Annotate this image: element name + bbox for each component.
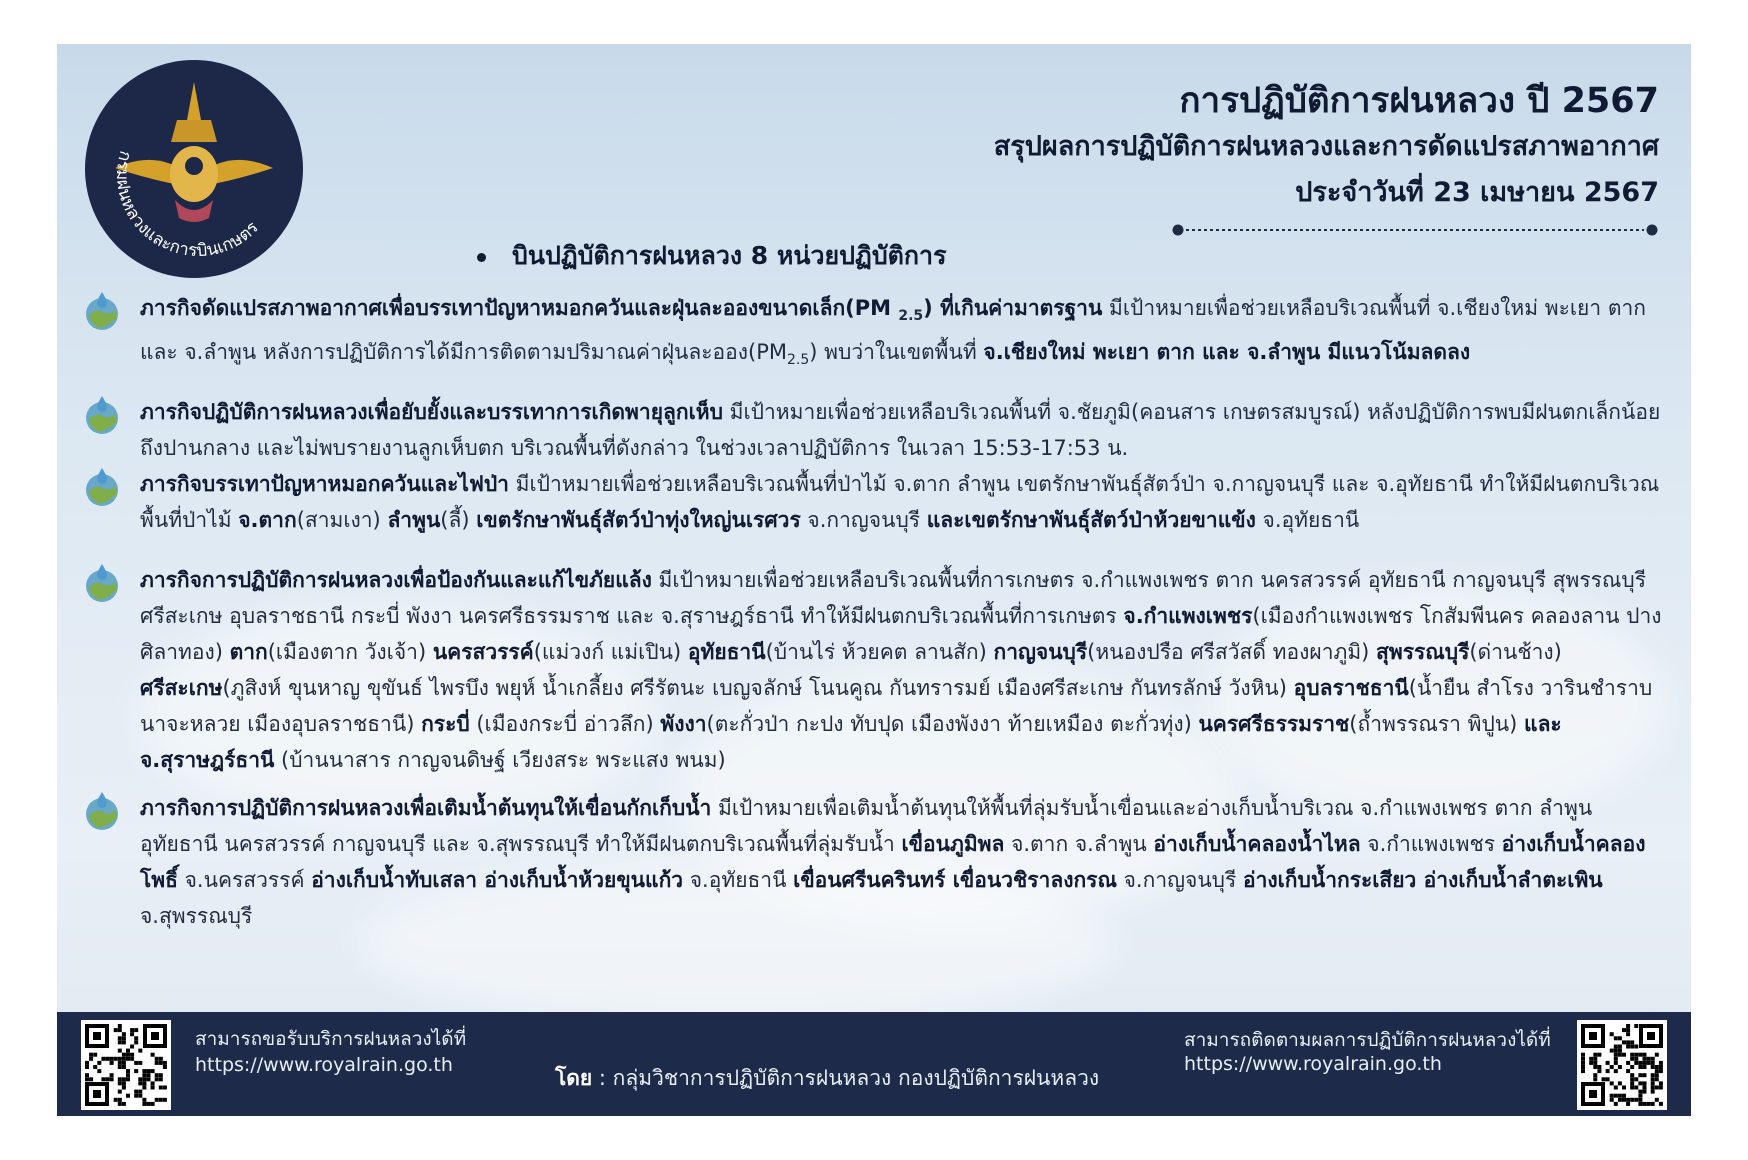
mission-emphasis: กาญจนบุรี: [993, 640, 1088, 664]
footer-credit-text: : กลุ่มวิชาการปฏิบัติการฝนหลวง กองปฏิบัติการฝนหลวง: [592, 1066, 1100, 1090]
footer-right-text: สามารถติดตามผลการปฏิบัติการฝนหลวงได้ที่: [1184, 1029, 1551, 1051]
mission-text: มีเป้าหมายเพื่อเติมน้ำต้นทุนให้พื้นที่ลุ่มรับน้ำเขื่อนและอ่างเก็บน้ำบริเวณ จ.กำแพงเพชร ตาก ลำพูน อุทัยธานี นครสวรรค์ กาญจนบุรี และ จ.สุพรรณบุรี ทำให้มีฝนตกบริเวณพื้นที่ลุ่มรับน้ำ: [140, 796, 1593, 856]
mission-emphasis: เขตรักษาพันธุ์สัตว์ป่าทุ่งใหญ่นเรศวร: [476, 508, 801, 532]
footer-right-url[interactable]: https://www.royalrain.go.th: [1184, 1053, 1442, 1075]
logo-emblem-icon: [85, 60, 303, 278]
mission-text: จ.อุทัยธานี: [1255, 508, 1360, 532]
qr-code-icon: [1577, 1020, 1667, 1110]
mission-emphasis: ) ที่เกินค่ามาตรฐาน: [923, 296, 1103, 320]
footer-credit: [555, 1062, 1099, 1095]
mission-emphasis: 2.5: [898, 308, 924, 325]
mission-text: 2.5: [787, 352, 810, 369]
bullet-icon: [477, 253, 486, 262]
mission-text: จ.กาญจนบุรี: [1116, 868, 1243, 892]
mission-emphasis: สุพรรณบุรี: [1376, 640, 1470, 664]
department-logo: [85, 60, 303, 278]
qr-code-icon: [81, 1020, 171, 1110]
mission-text: (ลี้): [440, 508, 477, 532]
globe-icon: [81, 290, 123, 332]
mission-emphasis: ตาก: [229, 640, 268, 664]
mission-text: (ถ้ำพรรณรา พิปูน): [1349, 712, 1525, 736]
mission-item: [81, 790, 1671, 934]
footer-left-text: สามารถขอรับบริการฝนหลวงได้ที่: [195, 1028, 467, 1050]
mission-text: (แม่วงก์ แม่เปิน): [533, 640, 688, 664]
mission-emphasis: และเขตรักษาพันธุ์สัตว์ป่าห้วยขาแข้ง: [926, 508, 1256, 532]
infographic-card: [57, 44, 1691, 1116]
mission-text: (เมืองตาก วังเจ้า): [267, 640, 433, 664]
mission-text: (น้ำยืน สำโรง วารินชำราบ นาจะหลวย เมืองอุบลราชธานี): [140, 676, 1653, 736]
mission-emphasis: ภารกิจการปฏิบัติการฝนหลวงเพื่อป้องกันและแก้ไขภัยแล้ง: [140, 568, 652, 592]
mission-text: มีเป้าหมายเพื่อช่วยเหลือบริเวณพื้นที่ จ.เชียงใหม่ พะเยา ตาก และ จ.ลำพูน หลังการปฏิบัติการได้มีการติดตามปริมาณค่าฝุ่นละออง(PM: [140, 296, 1646, 365]
mission-text: จ.กาญจนบุรี: [800, 508, 927, 532]
mission-emphasis: อ่างเก็บน้ำทับเสลา อ่างเก็บน้ำห้วยขุนแก้ว: [311, 868, 684, 892]
mission-emphasis: จ.กำแพงเพชร: [1123, 604, 1253, 628]
mission-text: จ.อุทัยธานี: [683, 868, 794, 892]
headline: [477, 236, 947, 276]
page-title: การปฏิบัติการฝนหลวง ปี 2567: [1179, 81, 1659, 121]
mission-text: มีเป้าหมายเพื่อช่วยเหลือบริเวณพื้นที่ จ.ชัยภูมิ(คอนสาร เกษตรสมบูรณ์) หลังปฏิบัติการพบมีฝนตกเล็กน้อยถึงปานกลาง และไม่พบรายงานลูกเห็บตก บริเวณพื้นที่ดังกล่าว ในช่วงเวลาปฏิบัติการ ในเวลา 15:53-17:53 น.: [140, 400, 1661, 460]
mission-text: (เมืองกระบี่ อ่าวลึก): [469, 712, 661, 736]
report-date: ประจำวันที่ 23 เมษายน 2567: [1295, 177, 1659, 208]
footer-left-url[interactable]: https://www.royalrain.go.th: [195, 1054, 453, 1076]
footer-right: [1184, 1028, 1551, 1076]
headline-text: บินปฏิบัติการฝนหลวง 8 หน่วยปฏิบัติการ: [512, 241, 947, 270]
mission-emphasis: ภารกิจบรรเทาปัญหาหมอกควันและไฟป่า: [140, 472, 509, 496]
page-subtitle: สรุปผลการปฏิบัติการฝนหลวงและการดัดแปรสภาพอากาศ: [993, 131, 1659, 162]
mission-text: (หนองปรือ ศรีสวัสดิ์ ทองผาภูมิ): [1087, 640, 1377, 664]
mission-text: (ตะกั่วป่า กะปง ทับปุด เมืองพังงา ท้ายเหมือง ตะกั่วทุ่ง): [706, 712, 1199, 736]
globe-icon: [81, 790, 123, 832]
mission-text: มีเป้าหมายเพื่อช่วยเหลือบริเวณพื้นที่การเกษตร จ.กำแพงเพชร ตาก นครสวรรค์ อุทัยธานี กาญจนบุรี สุพรรณบุรี ศรีสะเกษ อุบลราชธานี กระบี่ พังงา นครศรีธรรมราช และ จ.สุราษฎร์ธานี ทำให้มีฝนตกบริเวณพื้นที่การเกษตร: [140, 568, 1646, 628]
mission-emphasis: ภารกิจปฏิบัติการฝนหลวงเพื่อยับยั้งและบรรเทาการเกิดพายุลูกเห็บ: [140, 400, 723, 424]
mission-text: ) พบว่าในเขตพื้นที่: [809, 340, 984, 365]
mission-emphasis: ภารกิจดัดแปรสภาพอากาศเพื่อบรรเทาปัญหาหมอกควันและฝุ่นละอองขนาดเล็ก(PM: [140, 296, 899, 320]
globe-icon: [81, 466, 123, 508]
mission-emphasis: อุทัยธานี: [687, 640, 766, 664]
mission-text: มีเป้าหมายเพื่อช่วยเหลือบริเวณพื้นที่ป่าไม้ จ.ตาก ลำพูน เขตรักษาพันธุ์สัตว์ป่า จ.กาญจนบุรี และ จ.อุทัยธานี ทำให้มีฝนตกบริเวณพื้นที่ป่าไม้: [140, 472, 1660, 532]
mission-emphasis: อ่างเก็บน้ำกระเสียว อ่างเก็บน้ำลำตะเพิน: [1242, 868, 1603, 892]
mission-item: [81, 394, 1671, 466]
mission-text: (เมืองกำแพงเพชร โกสัมพีนคร คลองลาน ปางศิลาทอง): [140, 604, 1662, 664]
globe-icon: [81, 562, 123, 604]
mission-emphasis: เขื่อนศรีนครินทร์ เขื่อนวชิราลงกรณ: [793, 868, 1117, 892]
mission-emphasis: เขื่อนภูมิพล: [901, 832, 1005, 856]
mission-emphasis: ภารกิจการปฏิบัติการฝนหลวงเพื่อเติมน้ำต้นทุนให้เขื่อนกักเก็บน้ำ: [140, 796, 712, 820]
mission-text: (บ้านไร่ ห้วยคต ลานสัก): [765, 640, 994, 664]
mission-text: (ภูสิงห์ ขุนหาญ ขุขันธ์ ไพรบึง พยุห์ น้ำเกลี้ยง ศรีรัตนะ เบญจลักษ์ โนนคูณ กันทรารมย์ เมืองศรีสะเกษ กันทรลักษ์ วังหิน): [222, 676, 1294, 700]
mission-text: (บ้านนาสาร กาญจนดิษฐ์ เวียงสระ พระแสง พนม): [274, 748, 726, 772]
mission-item: [81, 562, 1671, 778]
mission-emphasis: อ่างเก็บน้ำคลองน้ำไหล: [1153, 832, 1361, 856]
mission-emphasis: และ จ.สุราษฎร์ธานี: [140, 712, 1562, 772]
mission-text: จ.ตาก จ.ลำพูน: [1004, 832, 1154, 856]
mission-item: [81, 466, 1671, 538]
mission-emphasis: นครศรีธรรมราช: [1198, 712, 1350, 736]
title-block: [994, 78, 1659, 216]
mission-text: (สามเงา): [296, 508, 388, 532]
mission-emphasis: ศรีสะเกษ: [140, 676, 223, 700]
dotted-divider: [1172, 224, 1658, 236]
mission-emphasis: นครสวรรค์: [432, 640, 534, 664]
footer-left: [195, 1026, 466, 1078]
mission-text: (ด่านช้าง): [1469, 640, 1562, 664]
mission-emphasis: ลำพูน: [387, 508, 441, 532]
svg-text:กรมฝนหลวงและการบินเกษตร: กรมฝนหลวงและการบินเกษตร: [112, 148, 263, 262]
mission-text: จ.สุพรรณบุรี: [140, 904, 253, 928]
mission-item: [81, 290, 1671, 378]
mission-emphasis: พังงา: [660, 712, 707, 736]
mission-text: จ.นครสวรรค์: [177, 868, 312, 892]
mission-emphasis: จ.ตาก: [238, 508, 297, 532]
mission-emphasis: อ่างเก็บน้ำคลองโพธิ์: [140, 832, 1646, 892]
mission-text: จ.กำแพงเพชร: [1360, 832, 1502, 856]
mission-emphasis: จ.เชียงใหม่ พะเยา ตาก และ จ.ลำพูน มีแนวโน้มลดลง: [983, 340, 1471, 365]
footer-credit-label: โดย: [555, 1066, 593, 1090]
globe-icon: [81, 394, 123, 436]
footer: [57, 1012, 1691, 1116]
mission-emphasis: กระบี่: [421, 712, 470, 736]
mission-emphasis: อุบลราชธานี: [1293, 676, 1409, 700]
